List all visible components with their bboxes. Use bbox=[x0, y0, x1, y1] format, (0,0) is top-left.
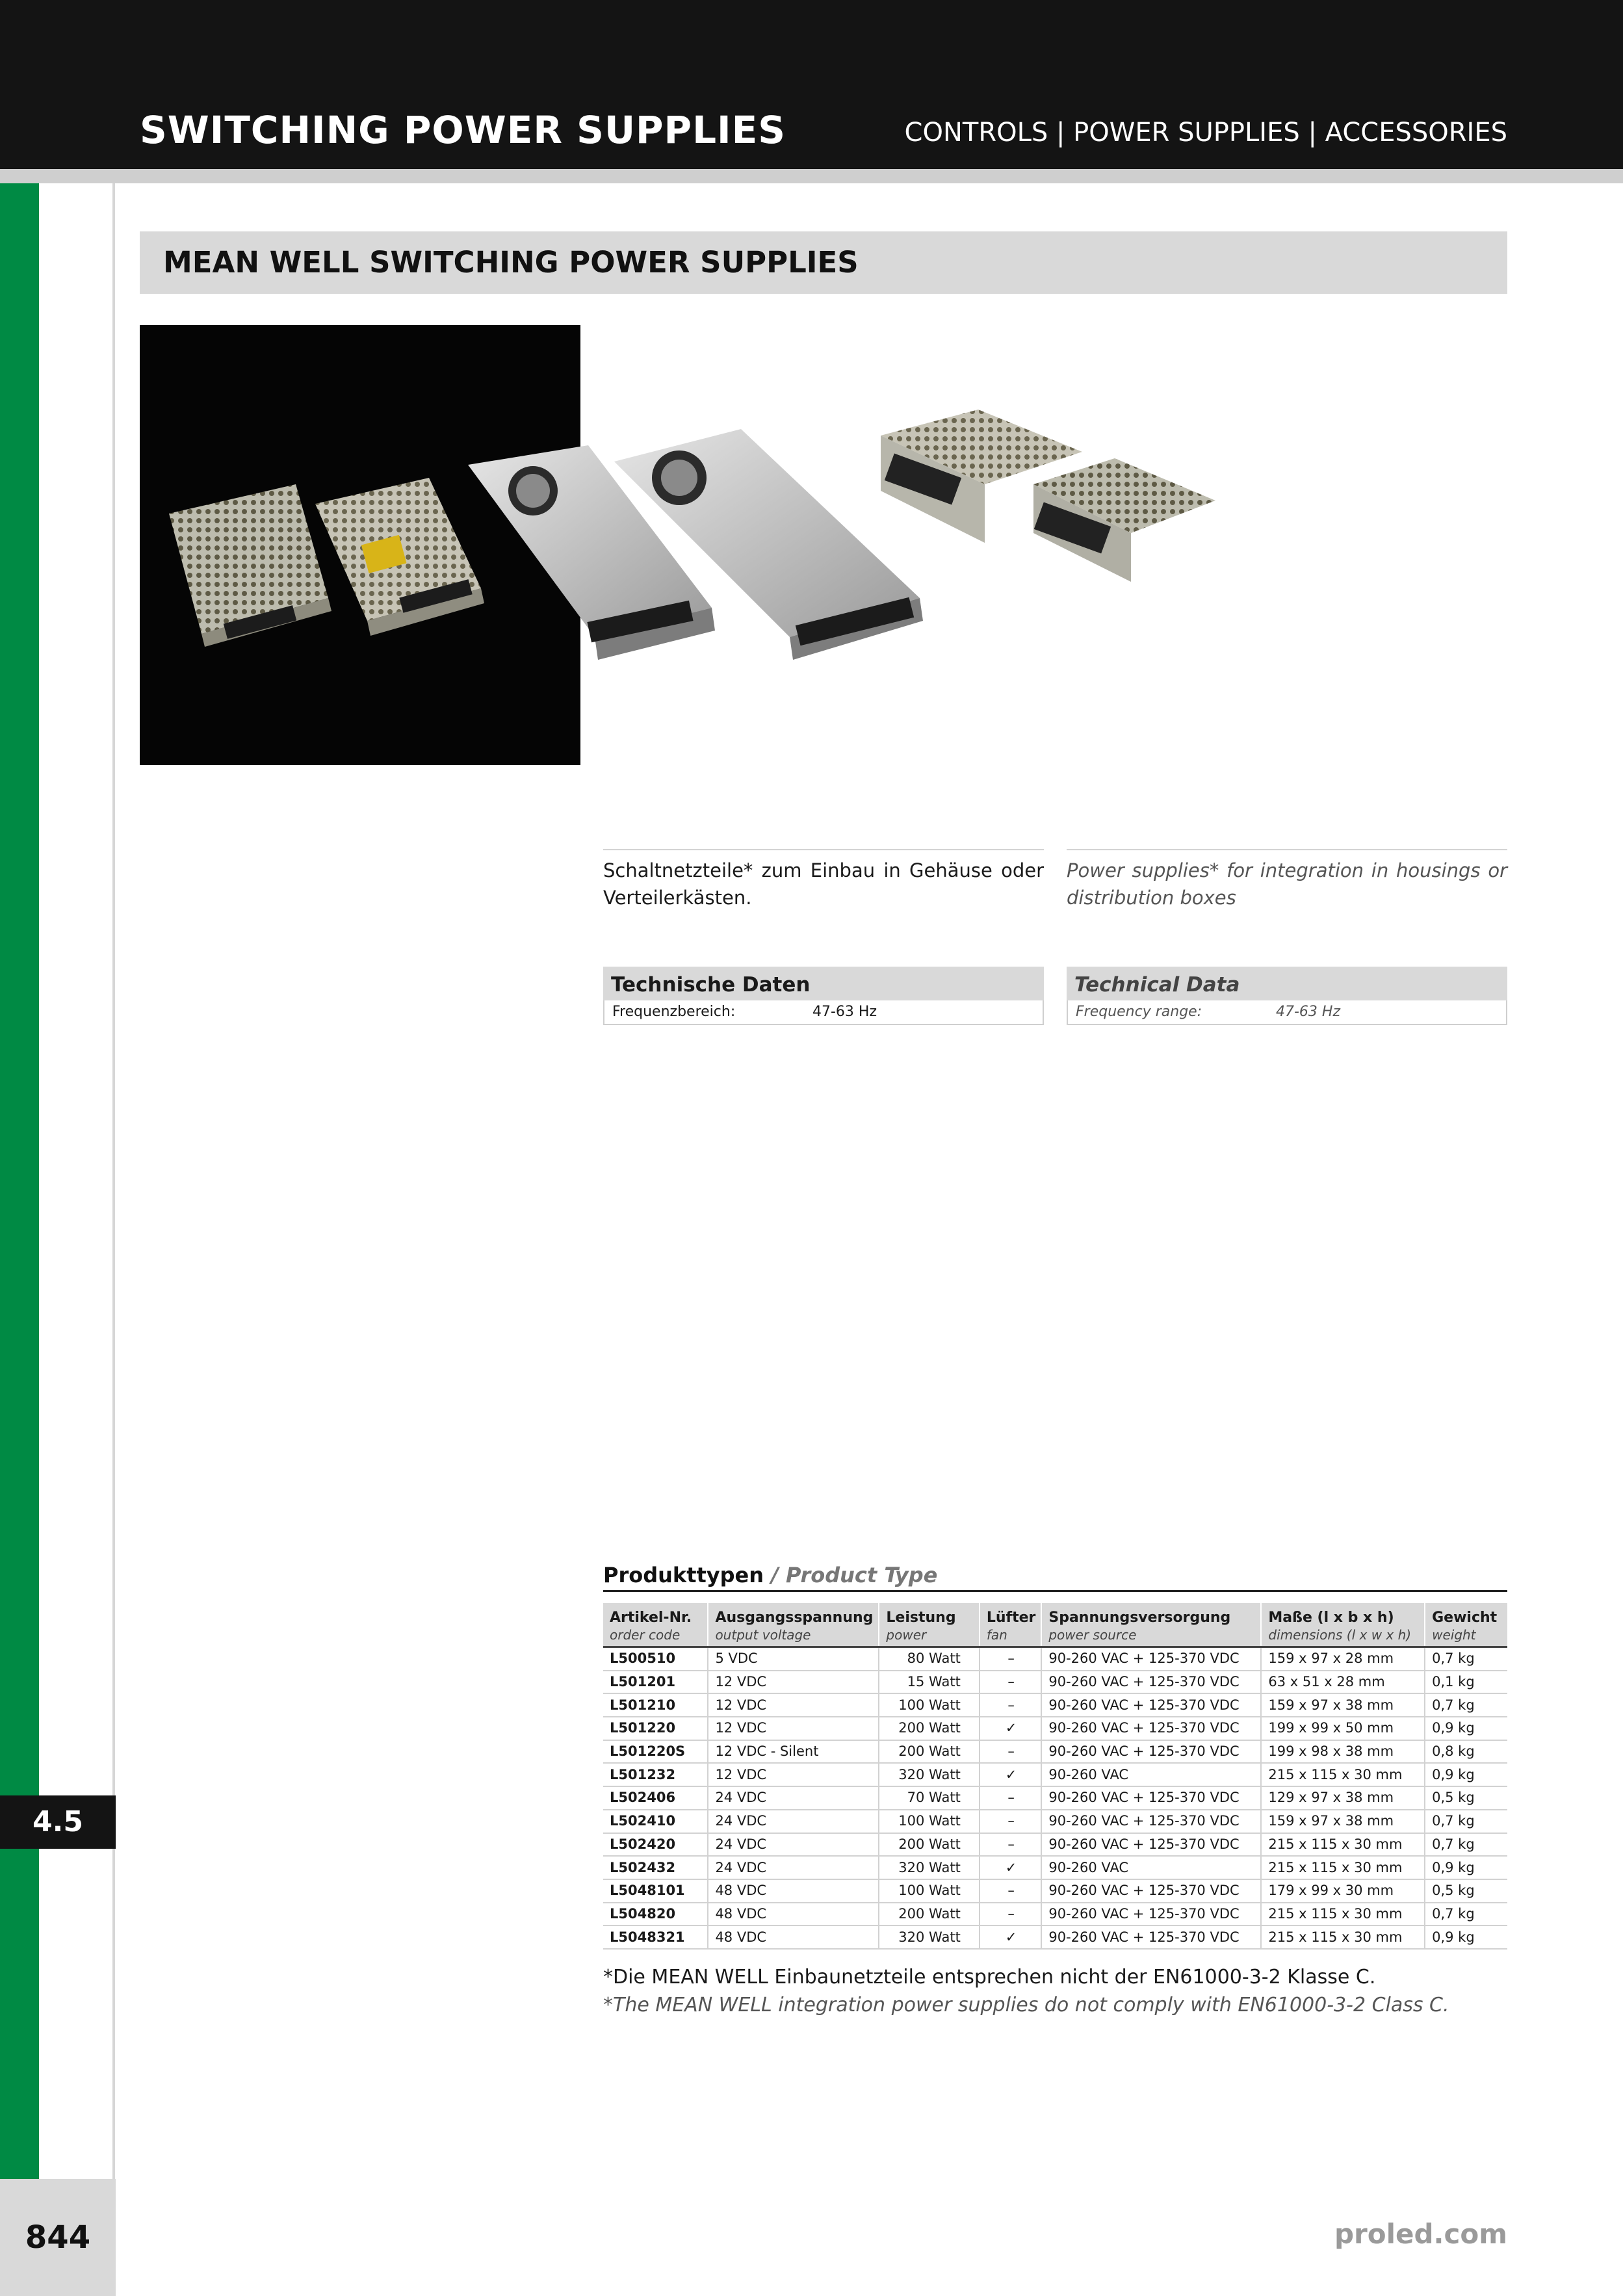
cell-power: 70 Watt bbox=[879, 1786, 979, 1810]
table-row bbox=[603, 1693, 1507, 1717]
table-row bbox=[603, 1671, 1507, 1694]
cell-source: 90-260 VAC + 125-370 VDC bbox=[1041, 1693, 1261, 1717]
cell-fan: – bbox=[980, 1833, 1042, 1857]
cell-power: 320 Watt bbox=[879, 1925, 979, 1949]
product-types-title-en: / Product Type bbox=[771, 1563, 938, 1587]
frequency-value: 47-63 Hz bbox=[812, 1004, 877, 1020]
footnote bbox=[603, 1963, 1449, 2019]
cell-weight: 0,7 kg bbox=[1425, 1693, 1507, 1717]
cell-fan: – bbox=[980, 1740, 1042, 1764]
cell-source: 90-260 VAC + 125-370 VDC bbox=[1041, 1671, 1261, 1694]
cell-code: L501220S bbox=[603, 1740, 708, 1764]
table-row bbox=[603, 1647, 1507, 1671]
cell-dims: 129 x 97 x 38 mm bbox=[1261, 1786, 1425, 1810]
cell-fan: ✓ bbox=[980, 1763, 1042, 1786]
cell-code: L502420 bbox=[603, 1833, 708, 1857]
cell-weight: 0,8 kg bbox=[1425, 1740, 1507, 1764]
table-row bbox=[603, 1833, 1507, 1857]
cell-weight: 0,9 kg bbox=[1425, 1763, 1507, 1786]
table-row bbox=[603, 1903, 1507, 1926]
cell-power: 320 Watt bbox=[879, 1763, 979, 1786]
cell-source: 90-260 VAC + 125-370 VDC bbox=[1041, 1740, 1261, 1764]
cell-source: 90-260 VAC bbox=[1041, 1763, 1261, 1786]
cell-fan: – bbox=[980, 1786, 1042, 1810]
cell-power: 200 Watt bbox=[879, 1833, 979, 1857]
column-header: Lüfter fan bbox=[980, 1603, 1042, 1647]
cell-voltage: 24 VDC bbox=[708, 1786, 879, 1810]
product-photo bbox=[140, 325, 1245, 765]
tech-data-heading: Technische Daten bbox=[603, 967, 1044, 1000]
cell-power: 320 Watt bbox=[879, 1856, 979, 1879]
table-row bbox=[603, 1925, 1507, 1949]
cell-source: 90-260 VAC + 125-370 VDC bbox=[1041, 1903, 1261, 1926]
table-header-row bbox=[603, 1603, 1507, 1647]
section-title: MEAN WELL SWITCHING POWER SUPPLIES bbox=[163, 245, 859, 280]
table-row bbox=[603, 1763, 1507, 1786]
cell-dims: 215 x 115 x 30 mm bbox=[1261, 1856, 1425, 1879]
cell-voltage: 12 VDC bbox=[708, 1671, 879, 1694]
cell-fan: ✓ bbox=[980, 1856, 1042, 1879]
intro-text-de: Schaltnetzteile* zum Einbau in Gehäuse oder Verteilerkästen. bbox=[603, 859, 1044, 909]
cell-code: L501220 bbox=[603, 1717, 708, 1740]
cell-power: 80 Watt bbox=[879, 1647, 979, 1671]
product-table bbox=[603, 1603, 1507, 1950]
cell-fan: – bbox=[980, 1879, 1042, 1903]
cell-code: L502406 bbox=[603, 1786, 708, 1810]
cell-source: 90-260 VAC + 125-370 VDC bbox=[1041, 1786, 1261, 1810]
cell-dims: 159 x 97 x 38 mm bbox=[1261, 1810, 1425, 1833]
cell-code: L504820 bbox=[603, 1903, 708, 1926]
page-title: SWITCHING POWER SUPPLIES bbox=[140, 108, 786, 152]
table-row bbox=[603, 1856, 1507, 1879]
cell-voltage: 12 VDC - Silent bbox=[708, 1740, 879, 1764]
cell-dims: 215 x 115 x 30 mm bbox=[1261, 1763, 1425, 1786]
cell-weight: 0,9 kg bbox=[1425, 1925, 1507, 1949]
cell-source: 90-260 VAC + 125-370 VDC bbox=[1041, 1879, 1261, 1903]
cell-voltage: 12 VDC bbox=[708, 1763, 879, 1786]
cell-weight: 0,9 kg bbox=[1425, 1856, 1507, 1879]
table-row bbox=[603, 1717, 1507, 1740]
cell-weight: 0,9 kg bbox=[1425, 1717, 1507, 1740]
cell-code: L502432 bbox=[603, 1856, 708, 1879]
cell-code: L5048101 bbox=[603, 1879, 708, 1903]
chapter-tab: 4.5 bbox=[0, 1795, 116, 1849]
frequency-label: Frequency range: bbox=[1076, 1004, 1202, 1020]
cell-dims: 159 x 97 x 28 mm bbox=[1261, 1647, 1425, 1671]
cell-power: 200 Watt bbox=[879, 1740, 979, 1764]
cell-power: 200 Watt bbox=[879, 1903, 979, 1926]
frequency-label: Frequenzbereich: bbox=[612, 1004, 736, 1020]
cell-power: 100 Watt bbox=[879, 1810, 979, 1833]
table-row bbox=[603, 1740, 1507, 1764]
footnote-en: *The MEAN WELL integration power supplies do not comply with EN61000-3-2 Class C. bbox=[603, 1994, 1449, 2016]
column-header: Gewicht weight bbox=[1425, 1603, 1507, 1647]
cell-voltage: 48 VDC bbox=[708, 1925, 879, 1949]
tech-data-en bbox=[1067, 967, 1507, 1025]
cell-voltage: 24 VDC bbox=[708, 1810, 879, 1833]
cell-voltage: 24 VDC bbox=[708, 1856, 879, 1879]
cell-dims: 215 x 115 x 30 mm bbox=[1261, 1903, 1425, 1926]
intro-rule-de bbox=[603, 849, 1044, 850]
cell-power: 200 Watt bbox=[879, 1717, 979, 1740]
header-underline bbox=[0, 169, 1623, 183]
column-header: Maße (l x b x h) dimensions (l x w x h) bbox=[1261, 1603, 1425, 1647]
cell-weight: 0,7 kg bbox=[1425, 1647, 1507, 1671]
cell-voltage: 48 VDC bbox=[708, 1903, 879, 1926]
cell-voltage: 24 VDC bbox=[708, 1833, 879, 1857]
tech-data-de bbox=[603, 967, 1044, 1025]
table-row bbox=[603, 1810, 1507, 1833]
cell-source: 90-260 VAC + 125-370 VDC bbox=[1041, 1833, 1261, 1857]
cell-fan: ✓ bbox=[980, 1925, 1042, 1949]
category-nav: CONTROLS | POWER SUPPLIES | ACCESSORIES bbox=[904, 118, 1507, 148]
cell-weight: 0,5 kg bbox=[1425, 1786, 1507, 1810]
tech-data-row bbox=[1067, 1000, 1507, 1025]
cell-power: 100 Watt bbox=[879, 1693, 979, 1717]
cell-dims: 159 x 97 x 38 mm bbox=[1261, 1693, 1425, 1717]
cell-dims: 199 x 99 x 50 mm bbox=[1261, 1717, 1425, 1740]
cell-dims: 215 x 115 x 30 mm bbox=[1261, 1833, 1425, 1857]
cell-code: L501210 bbox=[603, 1693, 708, 1717]
section-header bbox=[140, 231, 1507, 294]
cell-power: 15 Watt bbox=[879, 1671, 979, 1694]
chapter-color-bar bbox=[0, 183, 39, 2179]
cell-weight: 0,5 kg bbox=[1425, 1879, 1507, 1903]
cell-source: 90-260 VAC bbox=[1041, 1856, 1261, 1879]
cell-code: L5048321 bbox=[603, 1925, 708, 1949]
product-types-title-de: Produkttypen bbox=[603, 1563, 764, 1587]
table-row bbox=[603, 1879, 1507, 1903]
cell-code: L502410 bbox=[603, 1810, 708, 1833]
table-row bbox=[603, 1786, 1507, 1810]
margin-rule bbox=[112, 183, 115, 2179]
cell-fan: – bbox=[980, 1647, 1042, 1671]
site-url: proled.com bbox=[1334, 2218, 1507, 2250]
column-header: Ausgangsspannung output voltage bbox=[708, 1603, 879, 1647]
cell-weight: 0,7 kg bbox=[1425, 1810, 1507, 1833]
cell-fan: – bbox=[980, 1903, 1042, 1926]
cell-code: L501201 bbox=[603, 1671, 708, 1694]
cell-dims: 215 x 115 x 30 mm bbox=[1261, 1925, 1425, 1949]
cell-fan: ✓ bbox=[980, 1717, 1042, 1740]
page-number: 844 bbox=[25, 2219, 91, 2256]
column-header: Leistung power bbox=[879, 1603, 979, 1647]
tech-data-row bbox=[603, 1000, 1044, 1025]
frequency-value: 47-63 Hz bbox=[1276, 1004, 1341, 1020]
cell-voltage: 48 VDC bbox=[708, 1879, 879, 1903]
cell-voltage: 12 VDC bbox=[708, 1693, 879, 1717]
tech-data-heading: Technical Data bbox=[1067, 967, 1507, 1000]
cell-fan: – bbox=[980, 1810, 1042, 1833]
cell-source: 90-260 VAC + 125-370 VDC bbox=[1041, 1717, 1261, 1740]
product-types-rule bbox=[603, 1590, 1507, 1592]
cell-weight: 0,7 kg bbox=[1425, 1833, 1507, 1857]
intro-rule-en bbox=[1067, 849, 1507, 850]
cell-voltage: 12 VDC bbox=[708, 1717, 879, 1740]
cell-weight: 0,7 kg bbox=[1425, 1903, 1507, 1926]
cell-dims: 199 x 98 x 38 mm bbox=[1261, 1740, 1425, 1764]
product-types-title bbox=[603, 1563, 937, 1587]
cell-weight: 0,1 kg bbox=[1425, 1671, 1507, 1694]
cell-power: 100 Watt bbox=[879, 1879, 979, 1903]
cell-dims: 179 x 99 x 30 mm bbox=[1261, 1879, 1425, 1903]
cell-fan: – bbox=[980, 1671, 1042, 1694]
column-header: Spannungsversorgung power source bbox=[1041, 1603, 1261, 1647]
power-supply-units-image bbox=[140, 325, 1245, 765]
cell-voltage: 5 VDC bbox=[708, 1647, 879, 1671]
column-header: Artikel-Nr. order code bbox=[603, 1603, 708, 1647]
cell-code: L501232 bbox=[603, 1763, 708, 1786]
cell-dims: 63 x 51 x 28 mm bbox=[1261, 1671, 1425, 1694]
cell-source: 90-260 VAC + 125-370 VDC bbox=[1041, 1925, 1261, 1949]
footnote-de: *Die MEAN WELL Einbaunetzteile entsprechen nicht der EN61000-3-2 Klasse C. bbox=[603, 1966, 1376, 1989]
cell-source: 90-260 VAC + 125-370 VDC bbox=[1041, 1810, 1261, 1833]
intro-text-en: Power supplies* for integration in housings or distribution boxes bbox=[1067, 859, 1507, 909]
cell-source: 90-260 VAC + 125-370 VDC bbox=[1041, 1647, 1261, 1671]
cell-fan: – bbox=[980, 1693, 1042, 1717]
cell-code: L500510 bbox=[603, 1647, 708, 1671]
